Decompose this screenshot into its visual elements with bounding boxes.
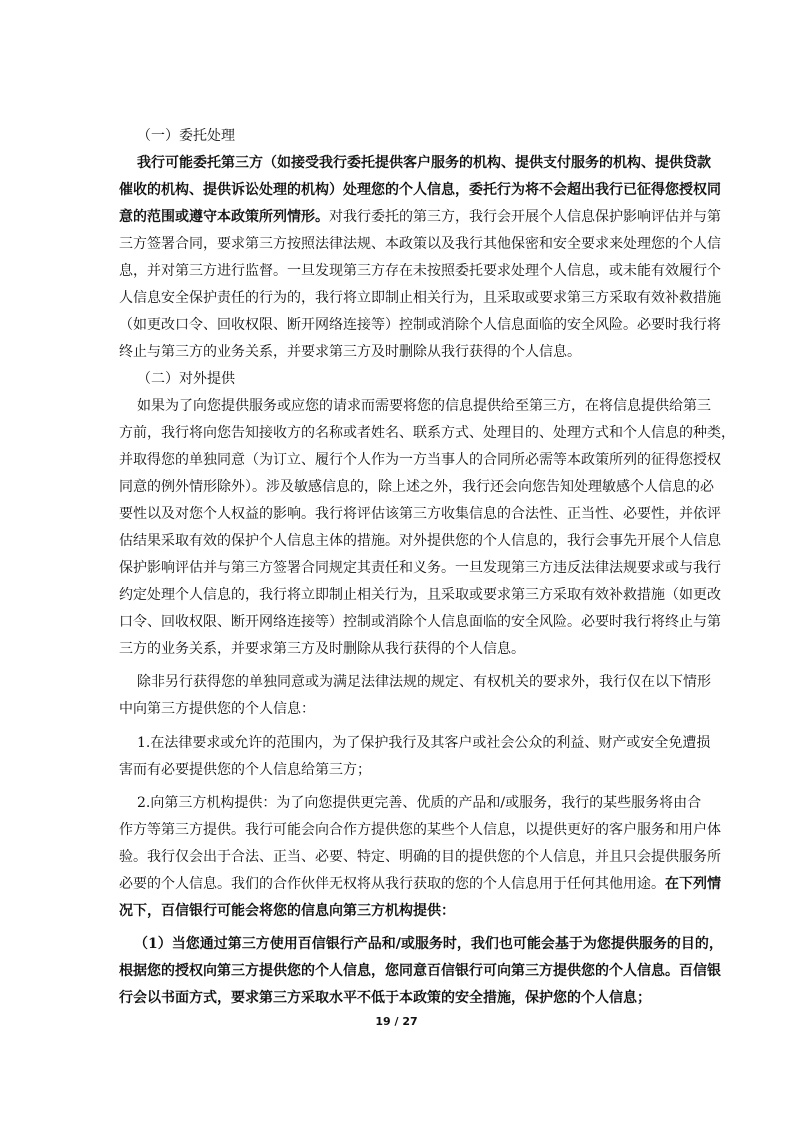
page-current: 19 (375, 1015, 391, 1028)
paragraph-line: 意的范围或遵守本政策所列情形。对我行委托的第三方，我行会开展个人信息保护影响评估并与第 (119, 209, 721, 225)
paragraph-line: 中向第三方提供您的个人信息： (119, 701, 315, 717)
paragraph-line: 同意的例外情形除外）。涉及敏感信息的，除上述之外，我行还会向您告知处理敏感个人信息的必 (119, 479, 714, 495)
paragraph-line: 三方的业务关系，并要求第三方及时删除从我行获得的个人信息。 (119, 641, 525, 657)
paragraph-line: （如更改口令、回收权限、断开网络连接等）控制或消除个人信息面临的安全风险。必要时我行将 (119, 317, 721, 333)
section-heading-entrusted-processing: （一）委托处理 (137, 128, 235, 144)
paragraph-line: 保护影响评估并与第三方签署合同规定其责任和义务。一旦发现第三方违反法律法规要求或与我行 (119, 560, 721, 576)
paragraph-line: 要性以及对您个人权益的影响。我行将评估该第三方收集信息的合法性、正当性、必要性，并依评 (119, 506, 721, 522)
paragraph-line: 终止与第三方的业务关系，并要求第三方及时删除从我行获得的个人信息。 (119, 344, 581, 360)
paragraph-line: 行会以书面方式，要求第三方采取水平不低于本政策的安全措施，保护您的个人信息； (119, 990, 651, 1006)
paragraph-line: 口令、回收权限、断开网络连接等）控制或消除个人信息面临的安全风险。必要时我行将终止与第 (119, 614, 721, 630)
paragraph-line: 催收的机构、提供诉讼处理的机构）处理您的个人信息，委托行为将不会超出我行已征得您授权同 (119, 182, 721, 198)
paragraph-line: 除非另行获得您的单独同意或为满足法律法规的规定、有权机关的要求外，我行仅在以下情形 (137, 674, 711, 690)
section-heading-external-provision: （二）对外提供 (137, 371, 235, 387)
paragraph-line: 三方签署合同，要求第三方按照法律法规、本政策以及我行其他保密和安全要求来处理您的个人信 (119, 236, 721, 252)
paragraph-line: 必要的个人信息。我们的合作伙伴无权将从我行获取的您的个人信息用于任何其他用途。在下列情 (119, 876, 721, 892)
paragraph-line: 方前，我行将向您告知接收方的名称或者姓名、联系方式、处理目的、处理方式和个人信息的种类， (119, 425, 735, 441)
page-number (0, 1015, 793, 1028)
paragraph-line: 人信息安全保护责任的行为的，我行将立即制止相关行为，且采取或要求第三方采取有效补救措施 (119, 290, 721, 306)
paragraph-line: 作方等第三方提供。我行可能会向合作方提供您的某些个人信息，以提供更好的客户服务和用户体 (119, 822, 721, 838)
list-item-1-continued: 害而有必要提供您的个人信息给第三方； (119, 762, 371, 778)
paragraph-line: 估结果采取有效的保护个人信息主体的措施。对外提供您的个人信息的，我行会事先开展个人信息 (119, 533, 721, 549)
paragraph-line: 如果为了向您提供服务或应您的请求而需要将您的信息提供给至第三方，在将信息提供给第三 (137, 398, 711, 414)
list-item-2: 2.向第三方机构提供：为了向您提供更完善、优质的产品和/或服务，我行的某些服务将由合 (137, 795, 702, 811)
page-separator: / (394, 1015, 399, 1028)
paragraph-line: 验。我行仅会出于合法、正当、必要、特定、明确的目的提供您的个人信息，并且只会提供服务所 (119, 849, 721, 865)
paragraph-line: 并取得您的单独同意（为订立、履行个人作为一方当事人的合同所必需等本政策所列的征得您授权 (119, 452, 721, 468)
paragraph-line: 况下，百信银行可能会将您的信息向第三方机构提供： (119, 903, 455, 919)
paragraph-line: 息，并对第三方进行监督。一旦发现第三方存在未按照委托要求处理个人信息，或未能有效履行个 (119, 263, 721, 279)
paragraph-line: 约定处理个人信息的，我行将立即制止相关行为，且采取或要求第三方采取有效补救措施（如更改 (119, 587, 721, 603)
paragraph-line: 我行可能委托第三方（如接受我行委托提供客户服务的机构、提供支付服务的机构、提供贷款 (137, 155, 711, 171)
paragraph-line: 根据您的授权向第三方提供您的个人信息，您同意百信银行可向第三方提供您的个人信息。百信银 (119, 963, 721, 979)
sub-item-1: （1）当您通过第三方使用百信银行产品和/或服务时，我们也可能会基于为您提供服务的目的， (134, 936, 723, 952)
list-item-1: 1.在法律要求或允许的范围内，为了保护我行及其客户或社会公众的利益、财产或安全免遭损 (137, 735, 711, 751)
page-total: 27 (402, 1015, 418, 1028)
